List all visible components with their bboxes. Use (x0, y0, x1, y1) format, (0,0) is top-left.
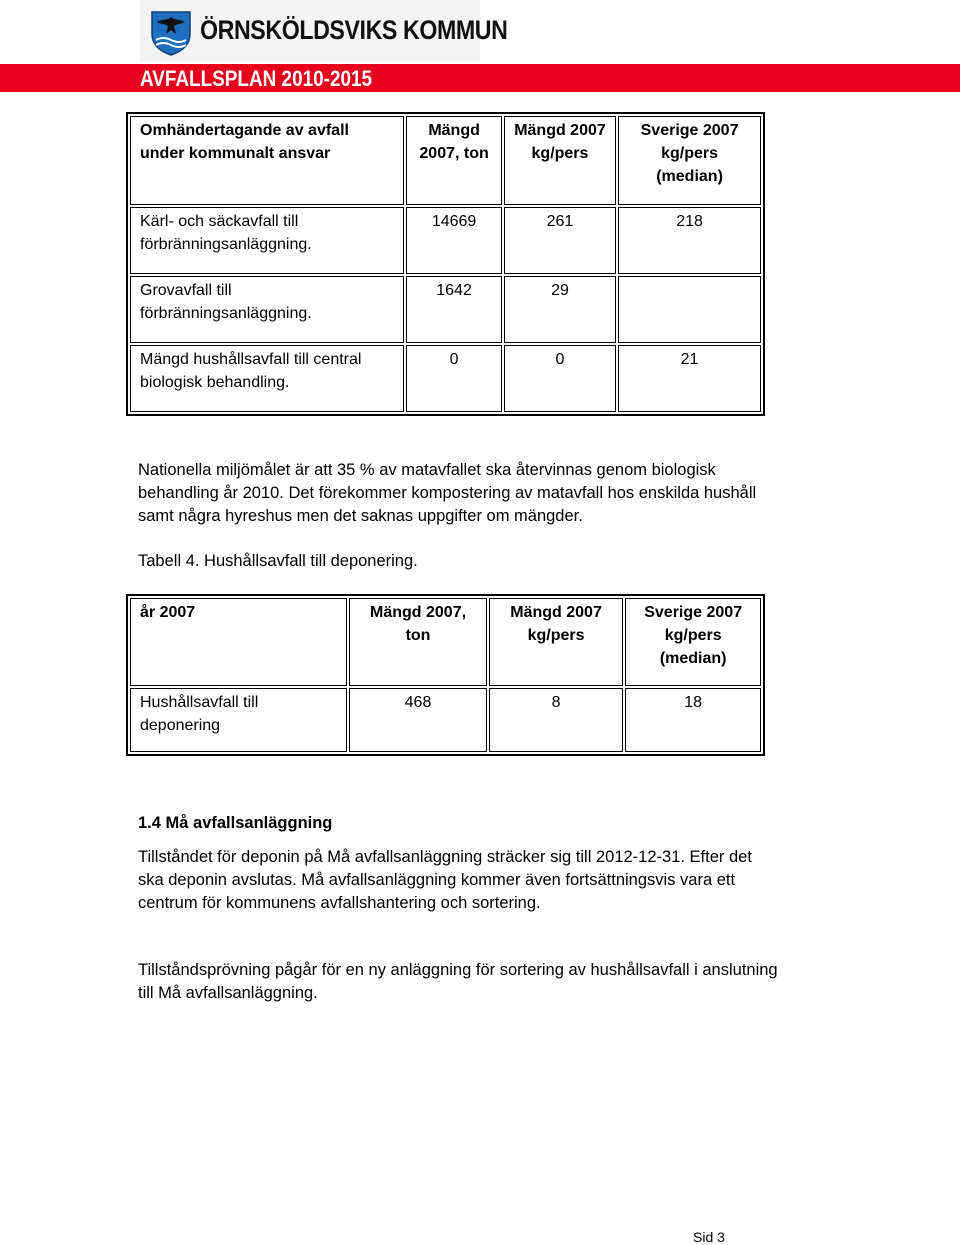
page-number: Sid 3 (693, 1229, 725, 1245)
table-cell: 1642 (406, 276, 502, 343)
table-header-cell: Sverige 2007 kg/pers (median) (625, 598, 761, 686)
waste-table (126, 112, 765, 416)
body-paragraph: Tillståndet för deponin på Må avfallsanläggning sträcker sig till 2012-12-31. Efter det ska deponin avslutas. Må avfallsanläggning kommer även fortsättningsvis vara ett centrum för kommunens avfallshantering och sortering. (138, 848, 752, 912)
table-header-cell: Omhändertagande av avfall under kommunalt ansvar (130, 116, 404, 205)
table-caption: Tabell 4. Hushållsavfall till deponering. (138, 552, 418, 570)
body-paragraph: Nationella miljömålet är att 35 % av matavfallet ska återvinnas genom biologisk behandling år 2010. Det förekommer kompostering av matavfall hos enskilda hushåll samt några hyreshus men det saknas uppgifter om mängder. (138, 461, 757, 525)
table-header-row (130, 116, 761, 205)
table-cell: 18 (625, 688, 761, 752)
org-name: ÖRNSKÖLDSVIKS KOMMUN (200, 15, 508, 45)
table-row (130, 207, 761, 274)
table-header-cell: Mängd 2007, ton (349, 598, 487, 686)
logo-area (140, 0, 508, 62)
table-cell: Kärl- och säckavfall till förbränningsanläggning. (130, 207, 404, 274)
table-cell: 0 (406, 345, 502, 412)
table-header-cell: Mängd 2007 kg/pers (504, 116, 616, 205)
table-cell: 14669 (406, 207, 502, 274)
table-cell: 8 (489, 688, 624, 752)
municipal-crest-icon (150, 10, 192, 56)
table-header-cell: år 2007 (130, 598, 347, 686)
table-cell: Grovavfall till förbränningsanläggning. (130, 276, 404, 343)
table-header-row (130, 598, 761, 686)
table-row (130, 688, 761, 752)
section-heading: 1.4 Må avfallsanläggning (138, 814, 333, 832)
table-header-cell: Mängd 2007 kg/pers (489, 598, 624, 686)
table-cell: 29 (504, 276, 616, 343)
table-header-cell: Mängd 2007, ton (406, 116, 502, 205)
table-cell: Mängd hushållsavfall till central biologisk behandling. (130, 345, 404, 412)
table-cell: Hushållsavfall till deponering (130, 688, 347, 752)
table-header-cell: Sverige 2007 kg/pers (median) (618, 116, 761, 205)
table-cell: 261 (504, 207, 616, 274)
table-cell: 468 (349, 688, 487, 752)
landfill-table (126, 594, 765, 756)
table-row (130, 276, 761, 343)
header-banner (0, 64, 960, 92)
table-row (130, 345, 761, 412)
table-cell (618, 276, 761, 343)
table-cell: 21 (618, 345, 761, 412)
banner-title: AVFALLSPLAN 2010-2015 (140, 66, 373, 91)
table-cell: 218 (618, 207, 761, 274)
body-paragraph: Tillståndsprövning pågår för en ny anläggning för sortering av hushållsavfall i anslutning till Må avfallsanläggning. (138, 961, 778, 1002)
table-cell: 0 (504, 345, 616, 412)
